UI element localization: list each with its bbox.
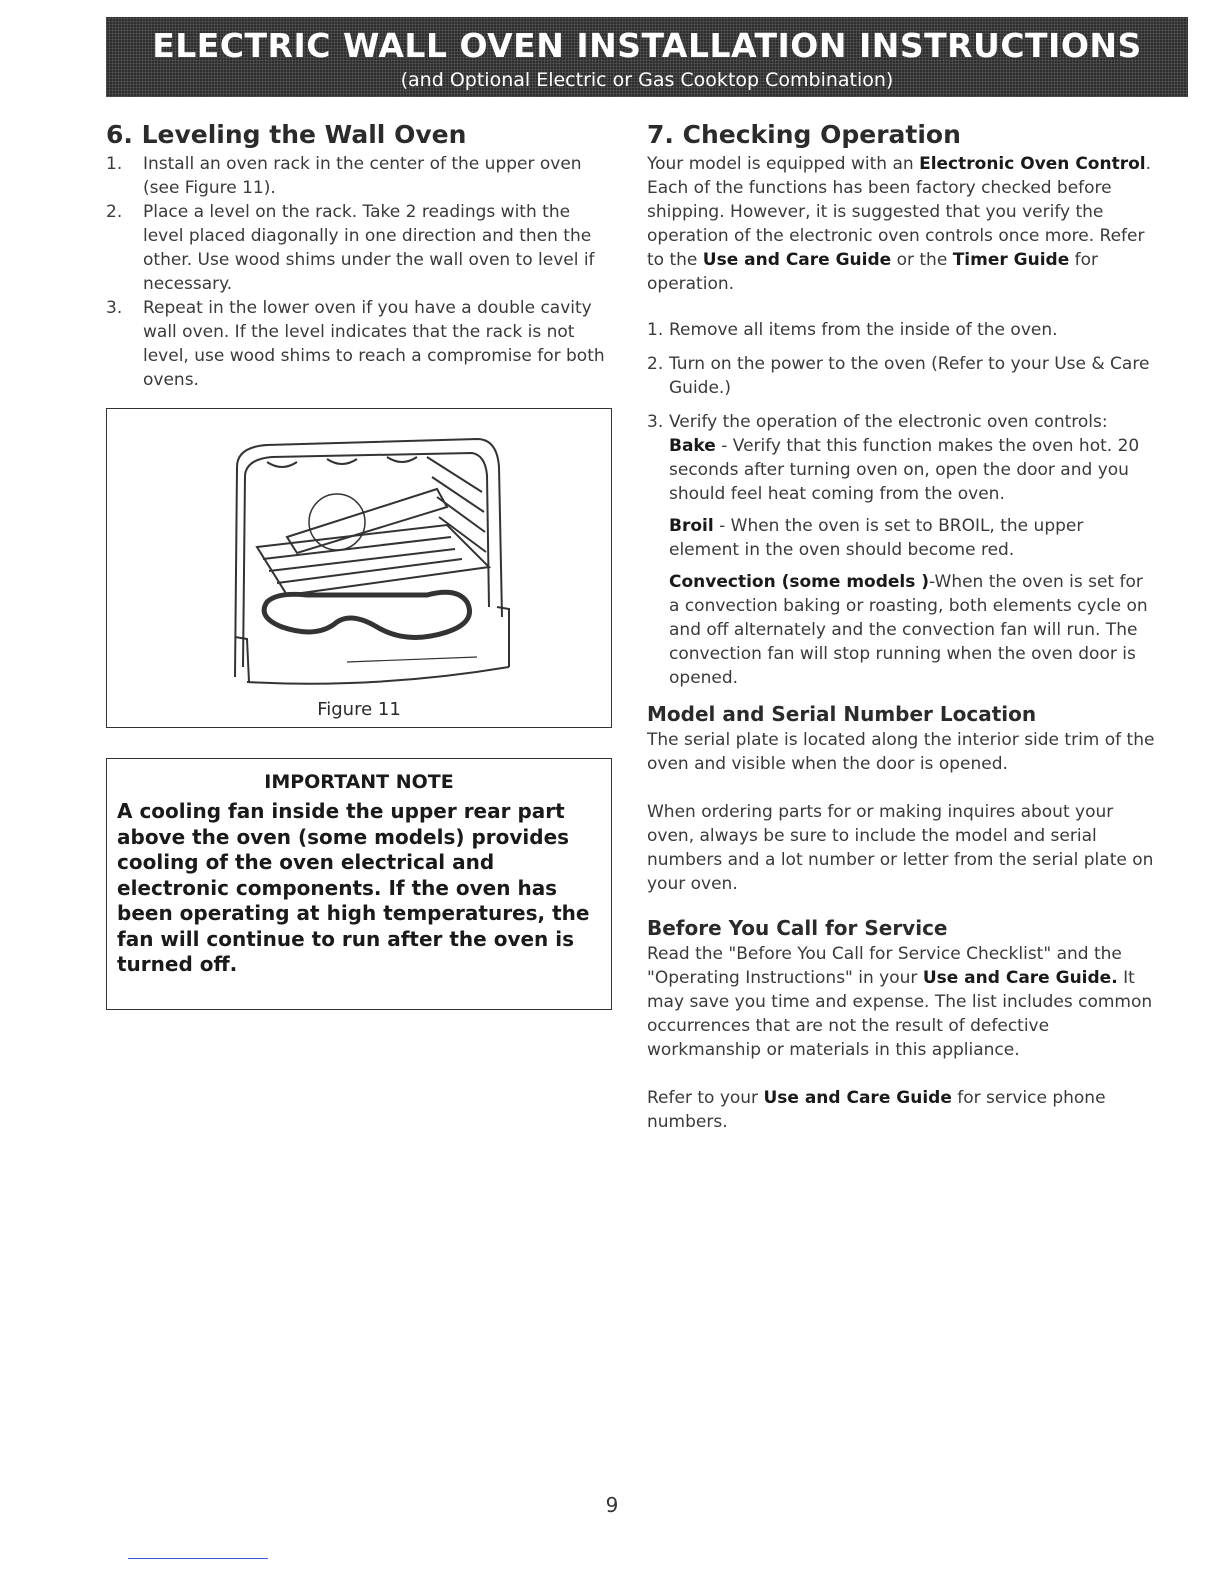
- leveling-step: [106, 296, 612, 392]
- bake-label: Bake: [669, 436, 716, 456]
- banner-subtitle: (and Optional Electric or Gas Cooktop Combination): [400, 69, 894, 91]
- checking-step: [647, 352, 1157, 400]
- step-number: 3.: [647, 412, 664, 432]
- broil-paragraph: [669, 514, 1157, 562]
- convection-paragraph: [669, 570, 1157, 690]
- convection-text: -When the oven is set for a convection baking or roasting, both elements cycle on and off alternately and the convection fan will run. The convection fan will stop running when the oven door is opened.: [669, 572, 1148, 688]
- note-body: A cooling fan inside the upper rear part above the oven (some models) provides cooling of the oven electrical and electronic components. If the oven has been operating at high temperatures, the fan will continue to run after the oven is turned off.: [117, 799, 590, 976]
- oven-rack-illustration: [227, 427, 527, 697]
- note-title: IMPORTANT NOTE: [264, 771, 454, 793]
- service-text: Refer to your: [647, 1088, 764, 1108]
- intro-bold-use-and-care-guide: Use and Care Guide: [702, 250, 892, 270]
- step-text: Verify the operation of the electronic oven controls:: [669, 412, 1108, 432]
- leveling-steps: [106, 152, 612, 392]
- checking-step: [647, 318, 1157, 342]
- leveling-step: [106, 152, 612, 200]
- important-note-box: [106, 758, 612, 1010]
- intro-text: Your model is equipped with an: [647, 154, 920, 174]
- service-bold-use-and-care-guide: Use and Care Guide: [763, 1088, 952, 1108]
- step-text: Repeat in the lower oven if you have a double cavity wall oven. If the level indicates that the rack is not level, use wood shims to reach a compromise for both ovens.: [143, 298, 605, 390]
- service-text: Read the "Before You Call for Service Checklist" and the "Operating Instructions" in your: [647, 944, 1122, 988]
- bake-text: - Verify that this function makes the oven hot. 20 seconds after turning oven on, open the door and you should feel heat coming from the oven.: [669, 436, 1140, 504]
- intro-text: . Each of the functions has been factory checked before shipping. However, it is suggested that you verify the operation of the electronic oven controls once more. Refer to the: [647, 154, 1152, 270]
- step-number: 1.: [106, 154, 123, 174]
- step-text: Install an oven rack in the center of the upper oven (see Figure 11).: [143, 154, 582, 198]
- intro-text: or the: [891, 250, 953, 270]
- step-number: 2.: [106, 202, 123, 222]
- leveling-heading: 6. Leveling the Wall Oven: [106, 120, 467, 149]
- model-serial-heading: Model and Serial Number Location: [647, 702, 1037, 726]
- checking-step: [647, 410, 1157, 690]
- before-service-p1: [647, 942, 1157, 1062]
- checking-heading: 7. Checking Operation: [647, 120, 961, 149]
- right-column: [647, 118, 1157, 1134]
- convection-label: Convection (some models ): [669, 572, 930, 592]
- header-banner: [106, 17, 1188, 97]
- checking-steps: [647, 318, 1157, 690]
- broil-label: Broil: [669, 516, 714, 536]
- step-number: 1.: [647, 320, 664, 340]
- broil-text: - When the oven is set to BROIL, the upper element in the oven should become red.: [669, 516, 1084, 560]
- model-serial-p2: When ordering parts for or making inquires about your oven, always be sure to include the model and serial numbers and a lot number or letter from the serial plate on your oven.: [647, 802, 1154, 894]
- before-service-p2: [647, 1086, 1157, 1134]
- model-serial-p1: The serial plate is located along the interior side trim of the oven and visible when the door is opened.: [647, 730, 1155, 774]
- step-number: 2.: [647, 354, 664, 374]
- left-column: [106, 118, 612, 976]
- step-number: 3.: [106, 298, 123, 318]
- intro-text: for operation.: [647, 250, 1099, 294]
- step-text: Turn on the power to the oven (Refer to your Use & Care Guide.): [669, 354, 1150, 398]
- leveling-step: [106, 200, 612, 296]
- service-bold-use-and-care-guide: Use and Care Guide.: [922, 968, 1118, 988]
- checking-intro: [647, 152, 1157, 296]
- intro-bold-electronic-oven-control: Electronic Oven Control: [919, 154, 1146, 174]
- figure-caption: Figure 11: [317, 699, 401, 720]
- step-text: Place a level on the rack. Take 2 readings with the level placed diagonally in one direction and then the other. Use wood shims under the wall oven to level if necessary.: [143, 202, 595, 294]
- step-text: Remove all items from the inside of the oven.: [669, 320, 1058, 340]
- footer-rule: [128, 1558, 268, 1559]
- intro-bold-timer-guide: Timer Guide: [952, 250, 1070, 270]
- banner-title: ELECTRIC WALL OVEN INSTALLATION INSTRUCTIONS: [152, 26, 1142, 65]
- page-number: 9: [605, 1493, 619, 1517]
- figure-11-box: [106, 408, 612, 728]
- service-text: for service phone numbers.: [647, 1088, 1106, 1132]
- before-service-heading: Before You Call for Service: [647, 916, 948, 940]
- service-text: It may save you time and expense. The list includes common occurrences that are not the result of defective workmanship or materials in this appliance.: [647, 968, 1153, 1060]
